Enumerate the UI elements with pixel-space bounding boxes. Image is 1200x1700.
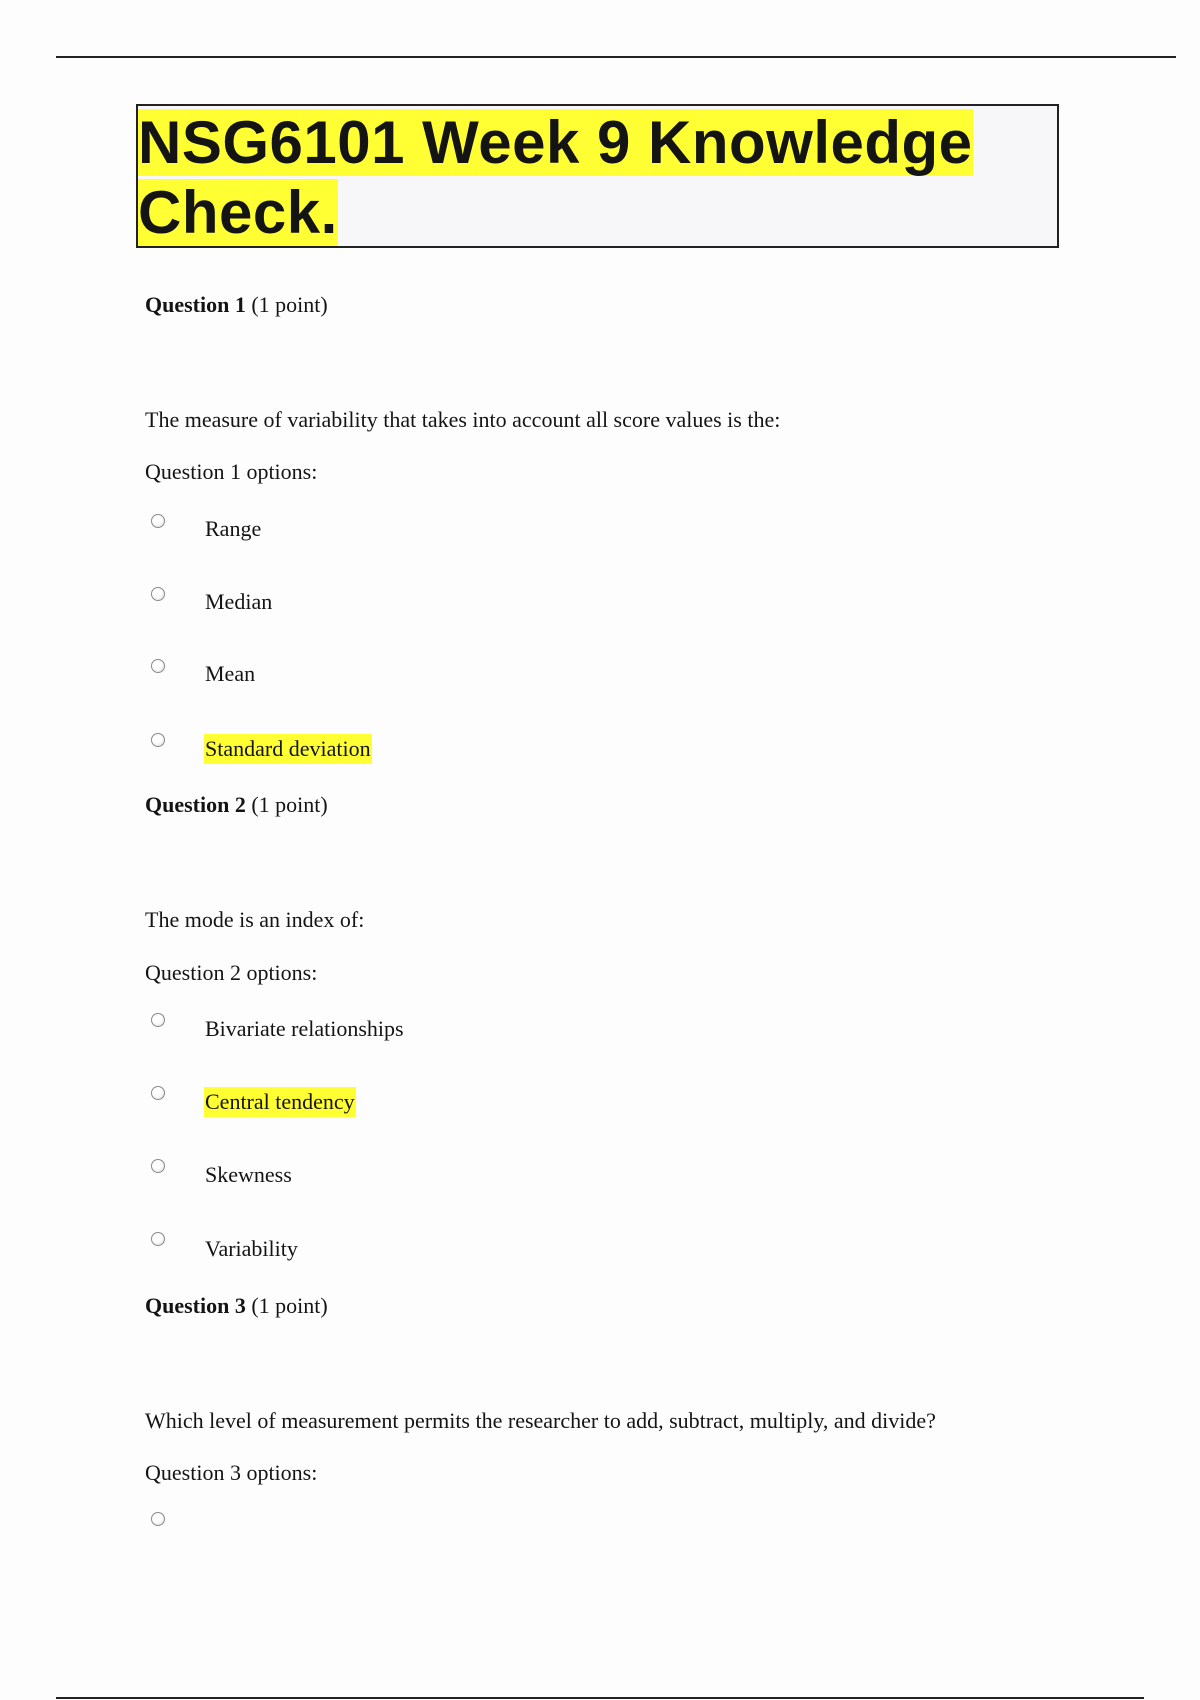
question-label: Question 2 xyxy=(145,792,246,817)
option-label[interactable]: Range xyxy=(205,516,262,541)
option-label[interactable]: Median xyxy=(205,589,273,614)
radio-button[interactable] xyxy=(151,587,165,601)
question-3-options-label: Question 3 options: xyxy=(145,1460,318,1485)
radio-button[interactable] xyxy=(151,1086,165,1100)
page-title-line-1: NSG6101 Week 9 Knowledge xyxy=(138,109,973,176)
question-3-header xyxy=(145,1292,328,1320)
radio-button[interactable] xyxy=(151,733,165,747)
question-points: (1 point) xyxy=(251,1293,328,1318)
option-label-highlighted[interactable]: Central tendency xyxy=(204,1087,356,1117)
question-1-text: The measure of variability that takes into account all score values is the: xyxy=(145,407,781,432)
option-label[interactable]: Bivariate relationships xyxy=(205,1016,404,1041)
title-box xyxy=(136,104,1059,248)
page-title-line-2: Check. xyxy=(138,179,338,246)
bottom-rule xyxy=(56,1697,1144,1699)
question-1-options-label: Question 1 options: xyxy=(145,459,318,484)
radio-button[interactable] xyxy=(151,1232,165,1246)
radio-button[interactable] xyxy=(151,659,165,673)
option-label[interactable]: Skewness xyxy=(205,1162,292,1187)
radio-button[interactable] xyxy=(151,1159,165,1173)
question-3-text: Which level of measurement permits the researcher to add, subtract, multiply, and divide? xyxy=(145,1408,936,1433)
question-points: (1 point) xyxy=(251,792,328,817)
top-rule xyxy=(56,56,1176,58)
question-2-text: The mode is an index of: xyxy=(145,907,365,932)
option-label[interactable]: Variability xyxy=(205,1236,298,1261)
question-points: (1 point) xyxy=(251,292,328,317)
page-title xyxy=(138,108,1058,248)
question-label: Question 3 xyxy=(145,1293,246,1318)
radio-button[interactable] xyxy=(151,1512,165,1526)
radio-button[interactable] xyxy=(151,1013,165,1027)
radio-button[interactable] xyxy=(151,514,165,528)
option-label[interactable]: Mean xyxy=(205,661,256,686)
question-2-options-label: Question 2 options: xyxy=(145,960,318,985)
option-label-highlighted[interactable]: Standard deviation xyxy=(204,734,372,764)
question-2-header xyxy=(145,791,328,819)
question-label: Question 1 xyxy=(145,292,246,317)
question-1-header xyxy=(145,291,328,319)
